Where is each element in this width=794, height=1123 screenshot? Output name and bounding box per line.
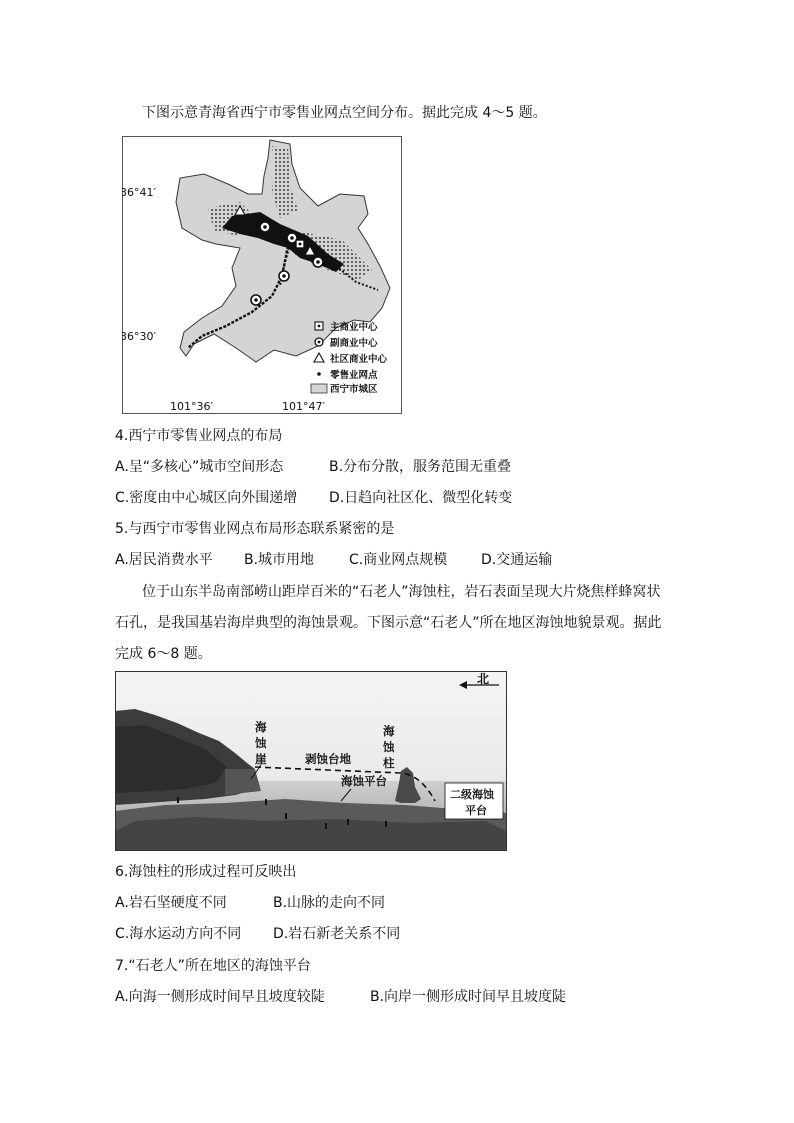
q4-option-b: B.分布分散，服务范围无重叠 — [329, 459, 512, 475]
lon-label-right: 101°47′ — [282, 400, 325, 413]
q6-option-c: C.海水运动方向不同 — [115, 926, 242, 942]
label-stack-1: 海 — [383, 724, 395, 738]
q7-option-a: A.向海一侧形成时间早且坡度较陡 — [115, 989, 325, 1005]
label-platform2-box — [445, 783, 503, 819]
label-terrace: 剥蚀台地 — [305, 752, 351, 766]
label-platform2-line1: 二级海蚀 — [450, 788, 494, 801]
main-center — [296, 240, 304, 248]
label-platform2-line2: 平台 — [465, 804, 487, 817]
q5-option-b: B.城市用地 — [244, 552, 315, 568]
lon-label-left: 101°36′ — [170, 400, 213, 413]
sub-center-west — [260, 222, 270, 232]
q5-option-a: A.居民消费水平 — [115, 552, 213, 568]
q6-option-a: A.岩石坚硬度不同 — [115, 895, 227, 911]
label-stack-3: 柱 — [383, 756, 395, 770]
q7-stem: 7.“石老人”所在地区的海蚀平台 — [115, 958, 311, 974]
q5-stem: 5.与西宁市零售业网点布局形态联系紧密的是 — [115, 521, 395, 537]
q5-option-c: C.商业网点规模 — [349, 552, 448, 568]
lat-label-bottom: 36°30′ — [122, 330, 156, 343]
label-cliff-2: 蚀 — [255, 736, 267, 750]
q5-option-d: D.交通运输 — [481, 552, 553, 568]
map-svg — [122, 136, 402, 414]
sub-center-southwest — [251, 295, 261, 305]
legend-label-retail: 零售业网点 — [330, 370, 378, 381]
sub-center-east — [313, 257, 323, 267]
xining-retail-map — [122, 136, 402, 414]
lat-label-top: 36°41′ — [122, 186, 156, 199]
photo-svg — [115, 671, 507, 851]
intro-text-2-line1: 位于山东半岛南部崂山距岸百米的“石老人”海蚀柱，岩石表面呈现大片烧焦样蜂窝状 — [142, 584, 661, 600]
q4-stem: 4.西宁市零售业网点的布局 — [115, 428, 283, 444]
legend-label-sub: 副商业中心 — [330, 338, 378, 349]
q6-stem: 6.海蚀柱的形成过程可反映出 — [115, 864, 297, 880]
sea-erosion-landscape-photo — [115, 671, 507, 851]
sub-center-south — [279, 271, 289, 281]
intro-text-2-line2: 石孔，是我国基岩海岸典型的海蚀景观。下图示意“石老人”所在地区海蚀地貌景观。据此 — [115, 615, 662, 631]
label-cliff-1: 海 — [255, 720, 267, 734]
q4-option-a: A.呈“多核心”城市空间形态 — [115, 459, 284, 475]
legend-label-community: 社区商业中心 — [330, 354, 388, 365]
urban-area-icon — [311, 384, 327, 393]
legend-label-main: 主商业中心 — [330, 322, 378, 333]
q4-option-d: D.日趋向社区化、微型化转变 — [329, 490, 513, 506]
intro-text-2-line3: 完成 6～8 题。 — [115, 646, 212, 662]
legend-label-urban: 西宁市城区 — [330, 384, 378, 395]
intro-text-1: 下图示意青海省西宁市零售业网点空间分布。据此完成 4～5 题。 — [142, 105, 547, 121]
retail-outlet-icon — [317, 372, 321, 376]
q7-option-b: B.向岸一侧形成时间早且坡度陡 — [370, 989, 567, 1005]
photo-foreground-detail — [115, 817, 507, 851]
q6-option-b: B.山脉的走向不同 — [273, 895, 386, 911]
label-stack-2: 蚀 — [383, 740, 395, 754]
north-label: 北 — [477, 672, 490, 686]
label-platform: 海蚀平台 — [341, 774, 387, 788]
q4-option-c: C.密度由中心城区向外围递增 — [115, 490, 298, 506]
q6-option-d: D.岩石新老关系不同 — [273, 926, 401, 942]
label-cliff-3: 崖 — [255, 752, 267, 766]
